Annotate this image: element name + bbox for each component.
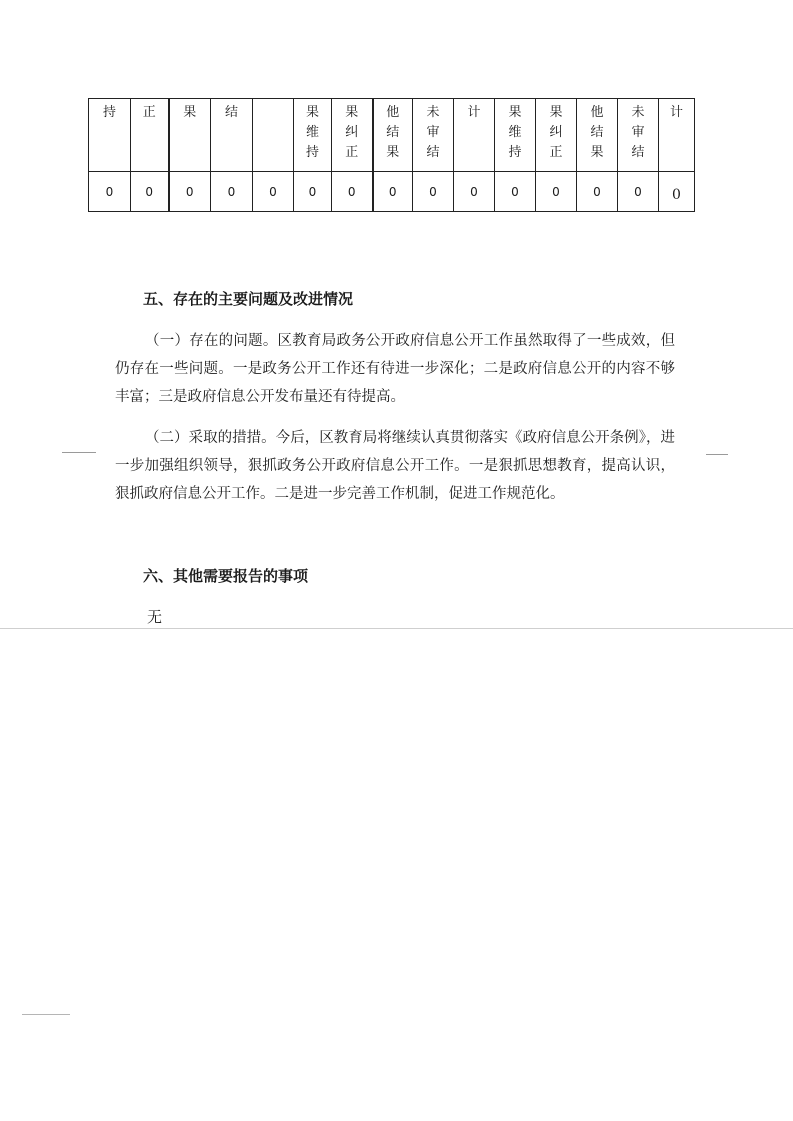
table-header-cell: 果维持: [495, 99, 536, 172]
table-value-row: [89, 172, 695, 212]
section-heading-other-matters: 六、其他需要报告的事项: [143, 567, 309, 585]
table-header-cell: [253, 99, 294, 172]
table-value-cell: 0: [454, 172, 495, 212]
table-header-cell: 果纠正: [332, 99, 373, 172]
table-header-cell: 计: [454, 99, 495, 172]
table-value-cell: 0: [577, 172, 618, 212]
table-header-cell: 果纠正: [536, 99, 577, 172]
table-header-cell: 果维持: [294, 99, 332, 172]
scan-edge-line: [0, 628, 793, 629]
scan-speck: [22, 1014, 70, 1015]
table-value-cell: 0: [659, 172, 695, 212]
table-header-cell: 未审结: [618, 99, 659, 172]
table-header-cell: 持: [89, 99, 131, 172]
table-header-cell: 未审结: [413, 99, 454, 172]
table-value-cell: 0: [495, 172, 536, 212]
other-matters-body: 无: [147, 608, 163, 626]
table-header-cell: 计: [659, 99, 695, 172]
table-value-cell: 0: [131, 172, 169, 212]
table-value-cell: 0: [536, 172, 577, 212]
table-value-cell: 0: [253, 172, 294, 212]
table-value-cell: 0: [89, 172, 131, 212]
paragraph-problems: （一）存在的问题。区教育局政务公开政府信息公开工作虽然取得了一些成效，但仍存在一些问题。一是政务公开工作还有待进一步深化；二是政府信息公开的内容不够丰富；三是政府信息公开发布量还有待提高。: [115, 333, 675, 405]
table-value-cell: 0: [211, 172, 253, 212]
table-value-cell: 0: [618, 172, 659, 212]
scan-speck: [706, 454, 728, 455]
table-value-cell: 0: [294, 172, 332, 212]
table-value-cell: 0: [373, 172, 413, 212]
scan-speck: [62, 452, 96, 453]
section-heading-problems: 五、存在的主要问题及改进情况: [143, 290, 354, 308]
statistics-table: [88, 98, 695, 212]
table-header-cell: 果: [169, 99, 211, 172]
table-header-cell: 正: [131, 99, 169, 172]
table-header-cell: 他结果: [577, 99, 618, 172]
table-header-row: [89, 99, 695, 172]
table-value-cell: 0: [413, 172, 454, 212]
table-header-cell: 他结果: [373, 99, 413, 172]
table-value-cell: 0: [332, 172, 373, 212]
table-value-cell: 0: [169, 172, 211, 212]
table-header-cell: 结: [211, 99, 253, 172]
paragraph-measures: （二）采取的措措。今后，区教育局将继续认真贯彻落实《政府信息公开条例》，进一步加强组织领导，狠抓政务公开政府信息公开工作。一是狠抓思想教育，提高认识，狠抓政府信息公开工作。二是进一步完善工作机制，促进工作规范化。: [115, 430, 675, 502]
